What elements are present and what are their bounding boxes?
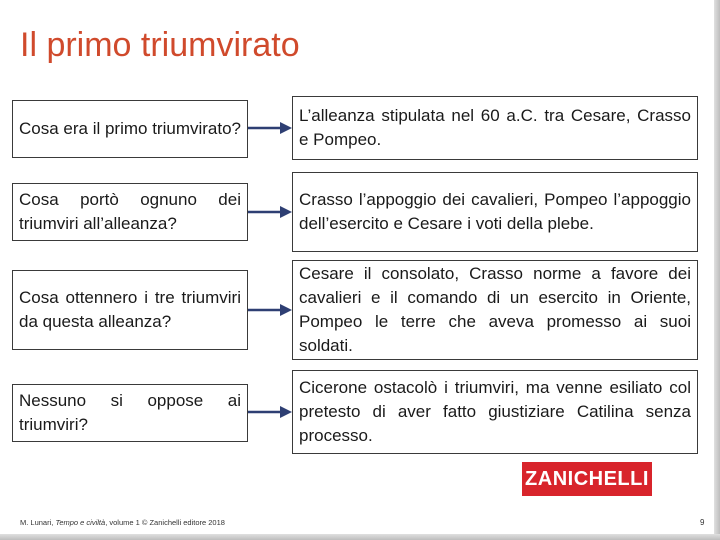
answer-text: Crasso l’appoggio dei cavalieri, Pompeo l’appoggio dell’esercito e Cesare i voti della plebe. xyxy=(299,190,691,233)
footer-author: M. Lunari, xyxy=(20,518,56,527)
slide-shadow-bottom xyxy=(0,534,720,540)
zanichelli-logo xyxy=(522,462,652,496)
answer-text: Cesare il consolato, Crasso norme a favore dei cavalieri e il comando di un esercito in Oriente, Pompeo le terre che aveva promesso ai suoi soldati. xyxy=(299,264,691,355)
arrow-icon xyxy=(248,404,292,420)
arrow-icon xyxy=(248,302,292,318)
arrow-icon xyxy=(248,204,292,220)
question-text: Cosa ottennero i tre triumviri da questa alleanza? xyxy=(19,288,241,331)
question-text: Cosa era il primo triumvirato? xyxy=(19,119,242,138)
answer-text: L’alleanza stipulata nel 60 a.C. tra Cesare, Crasso e Pompeo. xyxy=(299,106,691,149)
page-title: Il primo triumvirato xyxy=(20,26,300,64)
footer-rest: , volume 1 © Zanichelli editore 2018 xyxy=(105,518,225,527)
footer-credit xyxy=(20,518,225,527)
logo-text: ZANICHELLI xyxy=(525,467,649,490)
question-box-2 xyxy=(12,183,248,241)
answer-box-1 xyxy=(292,96,698,160)
question-box-4 xyxy=(12,384,248,442)
question-text: Cosa portò ognuno dei triumviri all’alleanza? xyxy=(19,190,241,233)
question-text: Nessuno si oppose ai triumviri? xyxy=(19,391,241,434)
question-box-1 xyxy=(12,100,248,158)
slide-shadow-right xyxy=(714,0,720,540)
answer-box-2 xyxy=(292,172,698,252)
answer-box-3 xyxy=(292,260,698,360)
footer-book-title: Tempo e civiltà xyxy=(55,518,106,527)
answer-text: Cicerone ostacolò i triumviri, ma venne esiliato col pretesto di aver fatto giustiziare Catilina senza processo. xyxy=(299,378,691,445)
arrow-icon xyxy=(248,120,292,136)
question-box-3 xyxy=(12,270,248,350)
answer-box-4 xyxy=(292,370,698,454)
page-number: 9 xyxy=(700,518,705,527)
